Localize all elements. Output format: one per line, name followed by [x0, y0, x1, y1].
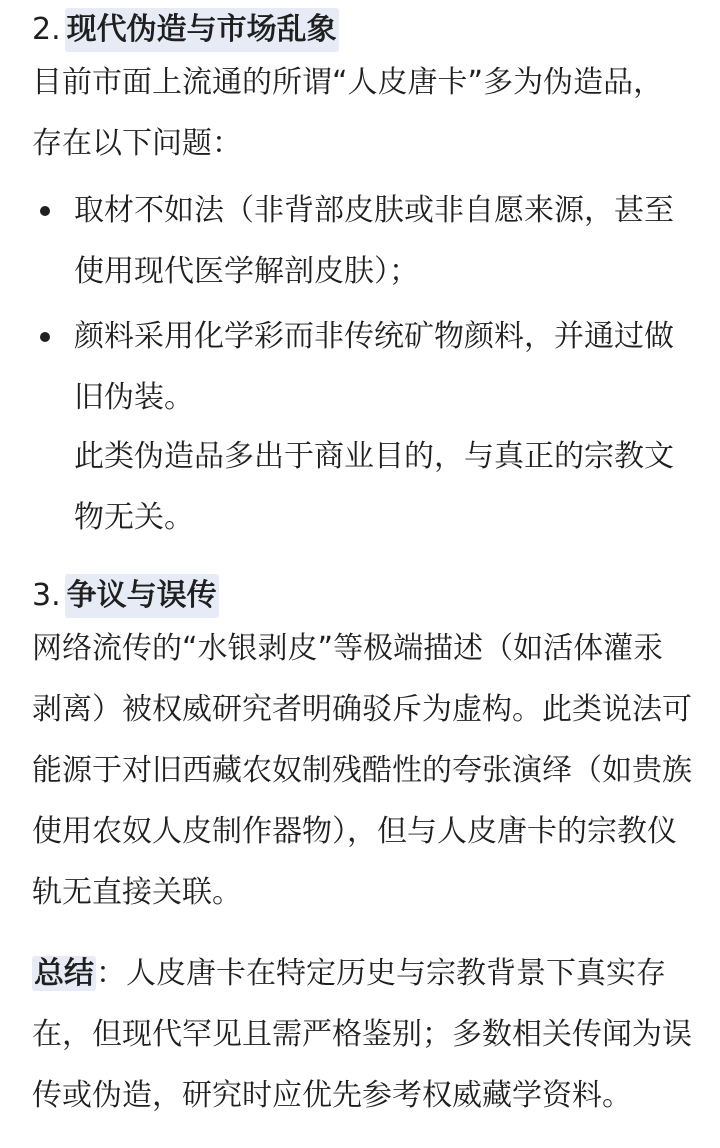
summary-label: 总结	[34, 956, 94, 991]
issues-list	[32, 180, 692, 428]
bullet-icon	[40, 332, 50, 342]
section-2-note: 此类伪造品多出于商业目的，与真正的宗教文物无关。	[74, 439, 674, 535]
section-number: 2.	[32, 12, 61, 47]
section-2-intro: 目前市面上流通的所谓“人皮唐卡”多为伪造品，存在以下问题：	[32, 65, 664, 161]
section-title: 现代伪造与市场乱象	[65, 8, 339, 52]
summary-paragraph	[32, 943, 692, 1126]
bullet-icon	[40, 206, 50, 216]
section-title: 争议与误传	[65, 574, 219, 618]
list-item	[74, 180, 692, 302]
list-item	[74, 306, 692, 428]
list-item-text: 取材不如法（非背部皮肤或非自愿来源，甚至使用现代医学解剖皮肤）；	[74, 193, 674, 289]
section-3-body: 网络流传的“水银剥皮”等极端描述（如活体灌汞剥离）被权威研究者明确驳斥为虚构。此类说法可能源于对旧西藏农奴制残酷性的夸张演绎（如贵族使用农奴人皮制作器物），但与人皮唐卡的宗教仪轨无直接关联。	[32, 631, 692, 910]
section-heading-2	[32, 8, 692, 52]
section-heading-3	[32, 574, 692, 618]
section-number: 3.	[32, 578, 61, 613]
list-item-text: 颜料采用化学彩而非传统矿物颜料，并通过做旧伪装。	[74, 319, 674, 415]
summary-text: ：人皮唐卡在特定历史与宗教背景下真实存在，但现代罕见且需严格鉴别；多数相关传闻为误传或伪造，研究时应优先参考权威藏学资料。	[32, 956, 692, 1113]
